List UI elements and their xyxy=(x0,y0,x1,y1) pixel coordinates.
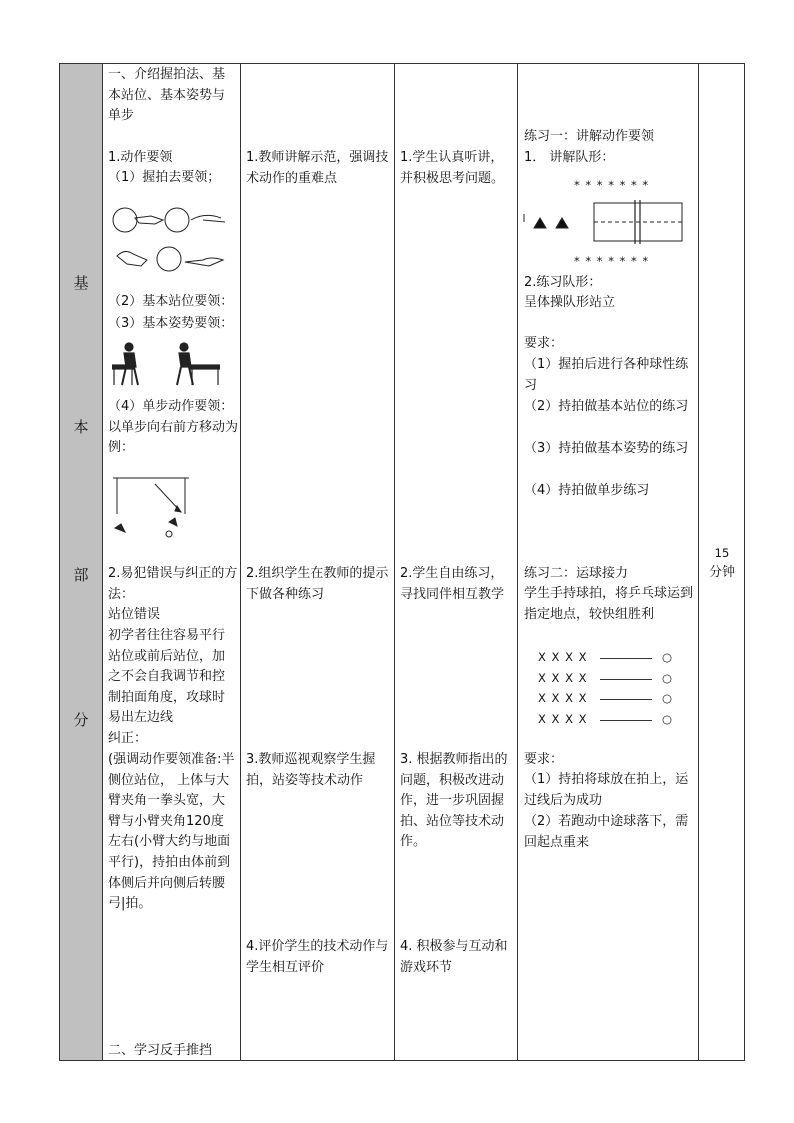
relay-team: X X X X xyxy=(538,691,588,705)
time-unit: 分钟 xyxy=(708,565,735,580)
practice-2-description: 学生手持球拍，将乒乓球运到指定地点，较快组胜利 xyxy=(524,586,694,622)
practice-1-title: 练习一：讲解动作要领 xyxy=(524,129,655,144)
relay-marker: ○ xyxy=(662,691,673,705)
student-step-1: 1.学生认真听讲，并积极思考问题。 xyxy=(400,150,505,186)
time-amount: 15 xyxy=(714,546,730,560)
heading-grip-stance: 一、介绍握拍法、基本站位、基本姿势与单步 xyxy=(108,67,226,124)
lesson-plan-table xyxy=(59,63,745,1061)
relay-row xyxy=(538,689,688,710)
student-step-3: 3. 根据教师指出的问题，积极改进动作，进一步巩固握拍、站位等技术动作。 xyxy=(400,752,508,850)
content-column xyxy=(103,64,240,1060)
relay-lane-line xyxy=(600,679,652,680)
relay-team: X X X X xyxy=(538,670,588,685)
relay-team: X X X X xyxy=(538,650,588,664)
section-label-column xyxy=(60,64,102,1060)
relay-lane-line xyxy=(600,658,652,659)
students-top-row: * * * * * * * xyxy=(574,178,650,192)
stance-error-heading: 站位错误 xyxy=(108,607,161,622)
time-column xyxy=(699,64,745,1060)
section-action-essentials: 1.动作要领 xyxy=(108,150,173,165)
relay-marker: ○ xyxy=(662,650,673,664)
correction-heading: 纠正： xyxy=(108,731,148,746)
relay-marker: ○ xyxy=(662,711,673,726)
relay-requirement-2: （2）若跑动中途球落下，需回起点重来 xyxy=(524,814,689,850)
relay-row xyxy=(538,648,688,669)
practice-2-title: 练习二：运球接力 xyxy=(524,566,629,581)
requirement-4: （4）持拍做单步练习 xyxy=(524,483,650,498)
relay-requirement-1: （1）持拍将球放在拍上，运过线后为成功 xyxy=(524,772,689,808)
teacher-step-3: 3.教师巡视观察学生握拍，站姿等技术动作 xyxy=(246,752,376,788)
correction-description: (强调动作要领准备:半侧位站位， 上体与大臂夹角一拳头宽，大臂与小臂夹角120度左右(小臂大约与地面平行)，持拍由体前到体侧后并向侧后转腰弓|拍。 xyxy=(108,752,235,912)
relay-marker: ○ xyxy=(662,670,673,685)
relay-formation xyxy=(538,648,688,730)
posture-essentials: （3）基本姿势要领： xyxy=(108,316,234,331)
relay-lane-line xyxy=(600,720,652,721)
single-step-diagram-icon xyxy=(111,474,191,544)
section-char: 分 xyxy=(73,711,89,729)
explain-formation-label: 1． 讲解队形： xyxy=(524,150,615,165)
relay-lane-line xyxy=(600,699,652,700)
student-step-2: 2.学生自由练习，寻找同伴相互教学 xyxy=(400,566,505,602)
student-step-4: 4. 积极参与互动和游戏环节 xyxy=(400,939,508,975)
organization-column xyxy=(518,64,698,1060)
stance-essentials: （2）基本站位要领： xyxy=(108,294,234,309)
students-bottom-row: * * * * * * * xyxy=(574,254,650,268)
section-char: 本 xyxy=(73,418,89,436)
player-stance-icon xyxy=(112,341,220,387)
section-char: 部 xyxy=(73,566,89,584)
teacher-step-2: 2.组织学生在教师的提示下做各种练习 xyxy=(246,566,389,602)
grip-essentials: （1）握拍去要领； xyxy=(108,170,221,185)
stance-error-description: 初学者往往容易平行站位或前后站位，加之不会自我调节和控制拍面角度，攻球时易出左边线 xyxy=(108,628,226,726)
relay-row xyxy=(538,669,688,690)
relay-team: X X X X xyxy=(538,711,588,726)
single-step-essentials: （4）单步动作要领：以单步向右前方移动为例： xyxy=(108,399,239,456)
requirements-title: 要求： xyxy=(524,336,564,351)
requirement-3: （3）持拍做基本姿势的练习 xyxy=(524,441,689,456)
requirements-2-title: 要求： xyxy=(524,752,564,767)
teacher-step-4: 4.评价学生的技术动作与学生相互评价 xyxy=(246,939,389,975)
student-activity-column xyxy=(395,64,517,1060)
formation-table-diagram-icon xyxy=(522,200,694,244)
practice-formation-desc: 呈体操队形站立 xyxy=(524,295,616,310)
practice-formation-label: 2.练习队形： xyxy=(524,275,602,290)
teacher-step-1: 1.教师讲解示范，强调技术动作的重难点 xyxy=(246,150,389,186)
section-char: 基 xyxy=(73,274,89,292)
relay-row xyxy=(538,710,688,731)
grip-diagrams-icon xyxy=(111,204,229,279)
requirement-1: （1）握拍后进行各种球性练习 xyxy=(524,357,689,393)
requirement-2: （2）持拍做基本站位的练习 xyxy=(524,399,689,414)
common-errors-title: 2.易犯错误与纠正的方法： xyxy=(108,566,238,602)
heading-backhand-push: 二、学习反手推挡 xyxy=(108,1043,213,1058)
teacher-activity-column xyxy=(241,64,394,1060)
